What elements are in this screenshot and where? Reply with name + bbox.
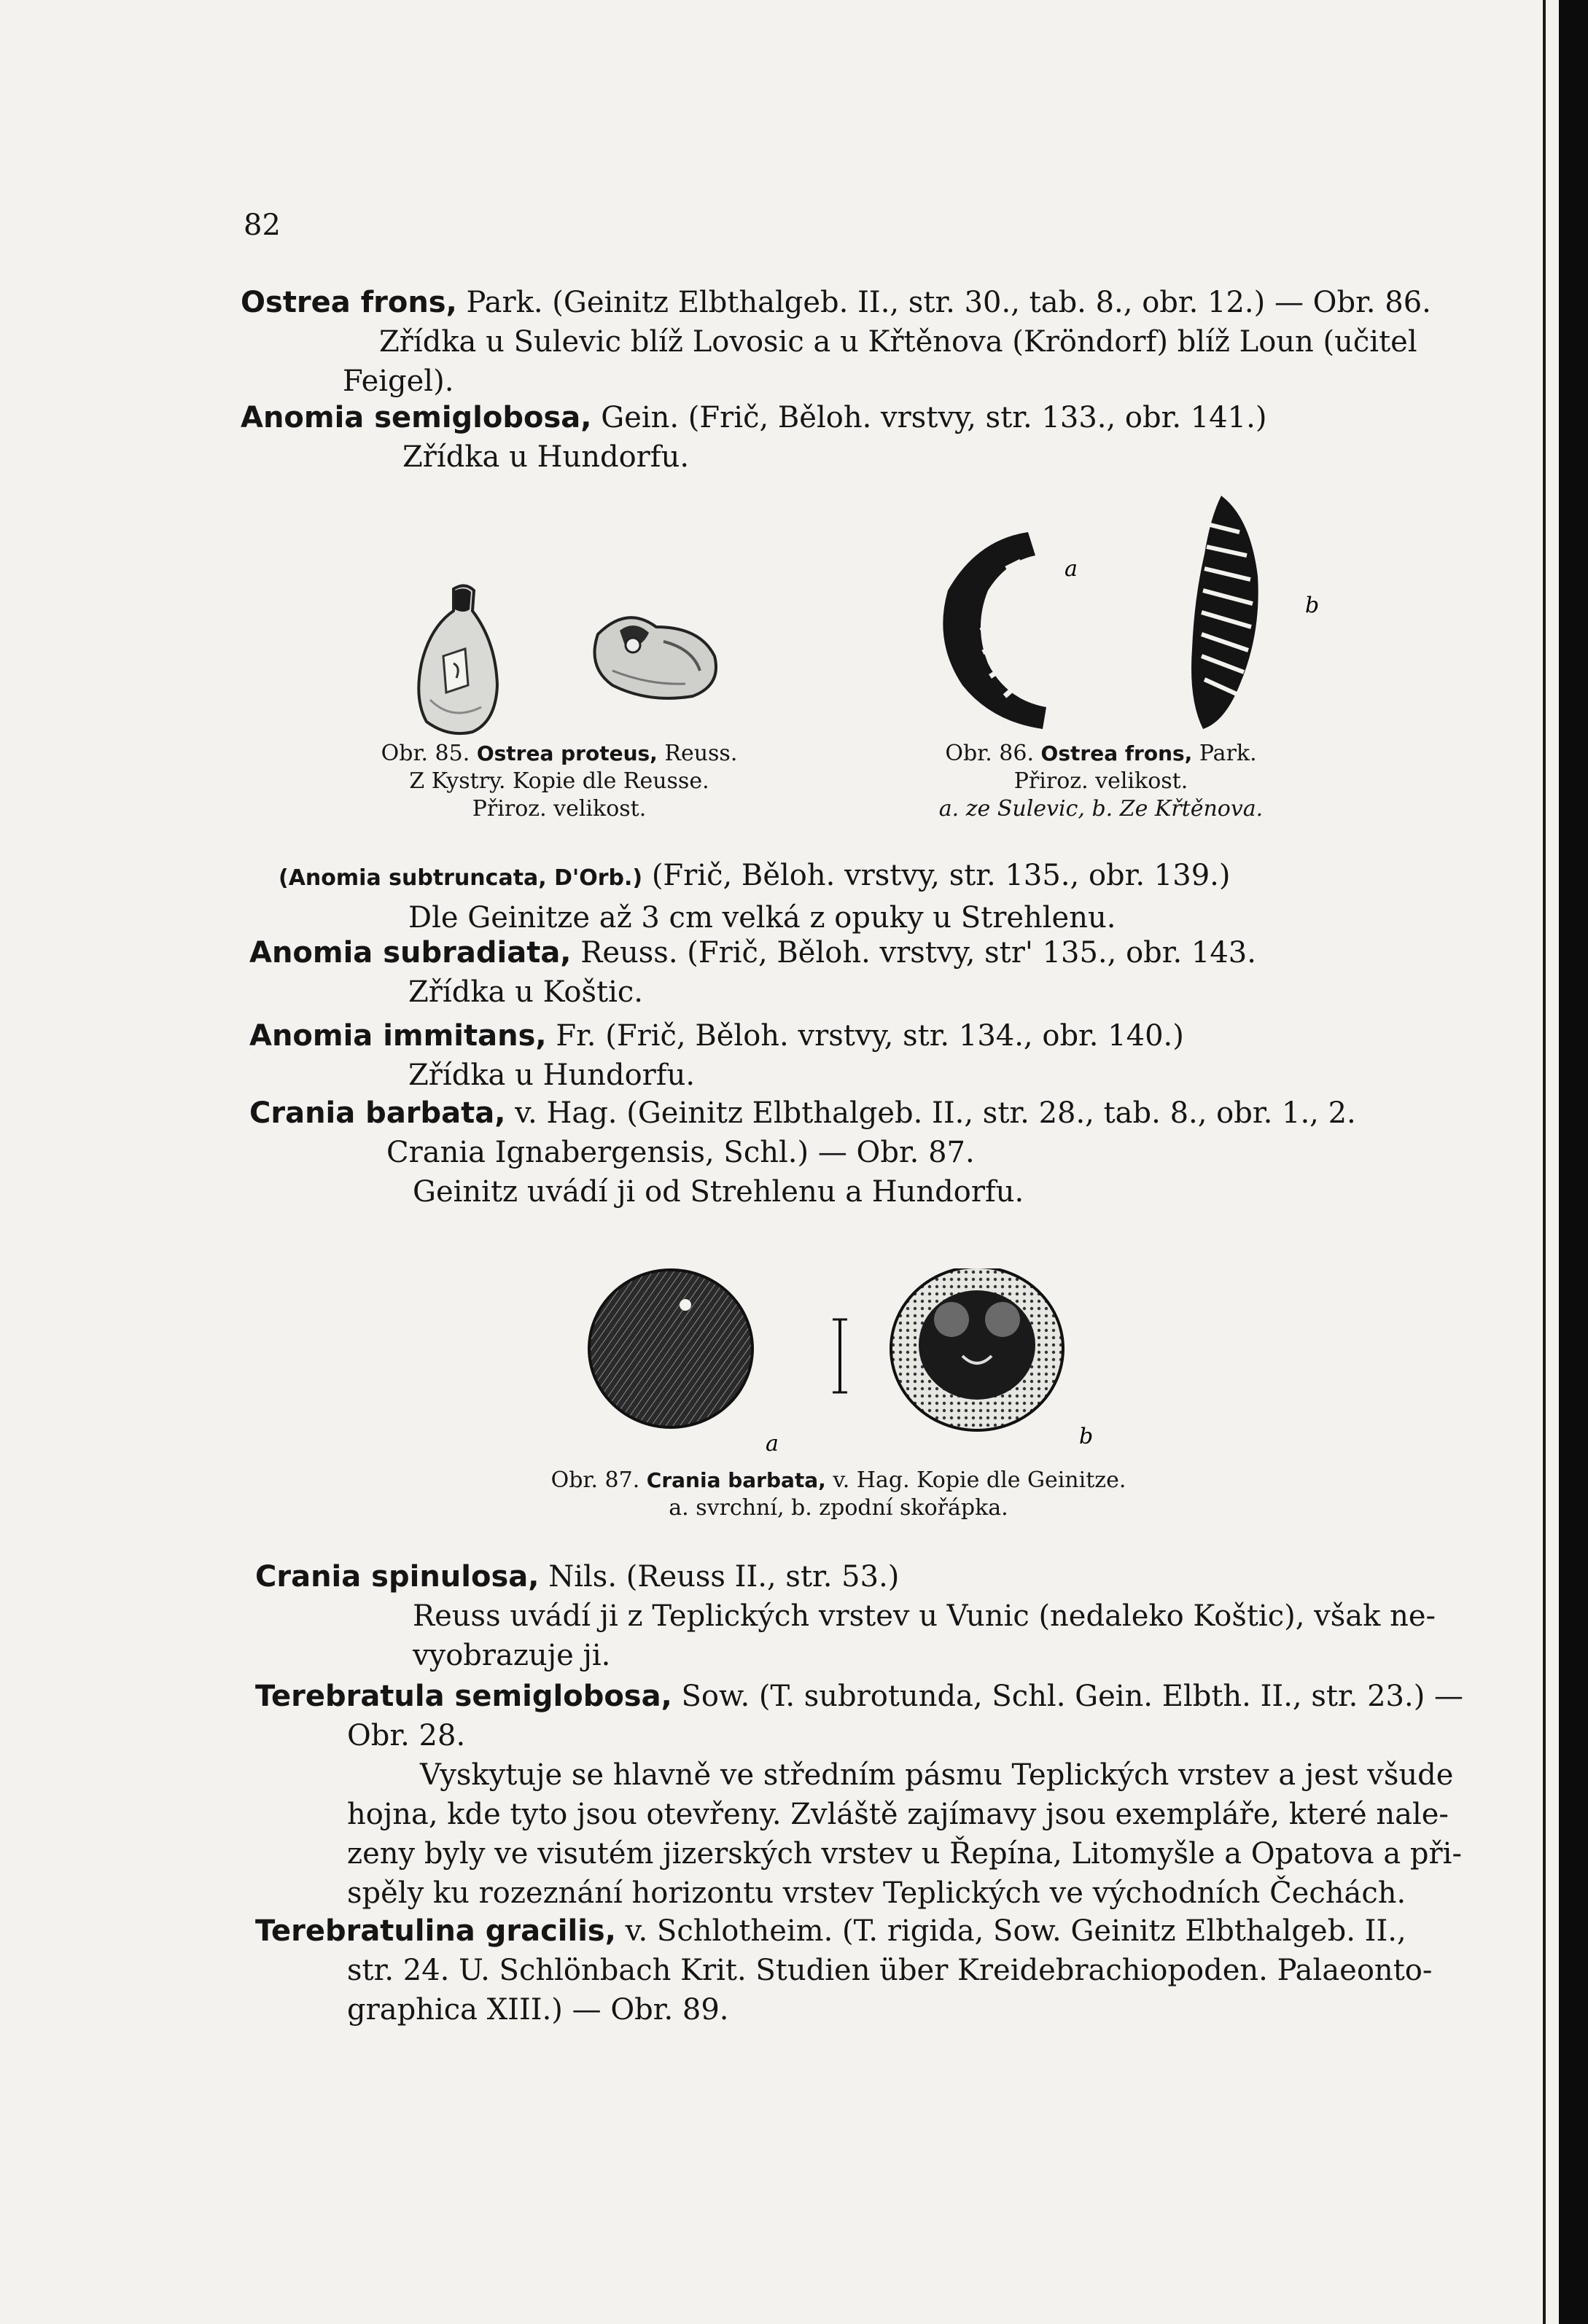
- fig85-caption-line: Z Kystry. Kopie dle Reusse.: [409, 768, 709, 794]
- species-name: Terebratula semiglobosa,: [255, 1680, 672, 1713]
- entry-text: Gein. (Frič, Běloh. vrstvy, str. 133., obr. 141.): [591, 401, 1267, 434]
- fig85-species: Ostrea proteus,: [476, 741, 658, 765]
- fig87-caption: [510, 1467, 1167, 1522]
- page-edge-shadow: [1559, 0, 1588, 2324]
- entry-text: v. Schlotheim. (T. rigida, Sow. Geinitz Elbthalgeb. II.,: [615, 1914, 1406, 1948]
- entry-anomia-semiglobosa: [241, 398, 1407, 477]
- entry-text: Dle Geinitze až 3 cm velká z opuky u Strehlenu.: [408, 901, 1116, 935]
- fig85-caption-line: Přiroz. velikost.: [472, 796, 647, 822]
- fig86-species: Ostrea frons,: [1040, 741, 1193, 765]
- entry-text: Zřídka u Hundorfu.: [408, 1058, 696, 1092]
- ostrea-frons-shell-a: [943, 532, 1046, 729]
- species-name: (Anomia subtruncata,: [279, 865, 547, 891]
- scale-bar: [833, 1319, 847, 1392]
- fig87-prefix: Obr. 87.: [550, 1467, 640, 1493]
- entry-text: Sow. (T. subrotunda, Schl. Gein. Elbth. II., str. 23.) —: [672, 1680, 1464, 1713]
- entry-text: str. 24. U. Schlönbach Krit. Studien über Kreidebrachiopoden. Palaeonto-: [347, 1954, 1433, 1987]
- fig86-label-a: a: [1064, 556, 1078, 582]
- entry-text: (Frič, Běloh. vrstvy, str. 135., obr. 139.): [642, 859, 1231, 892]
- species-name: Anomia immitans,: [249, 1019, 547, 1053]
- fig87-illustration: [583, 1268, 1108, 1458]
- species-name: Crania spinulosa,: [255, 1560, 540, 1594]
- entry-text: Fr. (Frič, Běloh. vrstvy, str. 134., obr. 140.): [546, 1019, 1184, 1053]
- fig87-caption-line: a. svrchní, b. zpodní skořápka.: [669, 1495, 1008, 1521]
- entry-text: Zřídka u Koštic.: [408, 975, 643, 1009]
- species-name: Anomia subradiata,: [249, 936, 572, 970]
- entry-text: Geinitz uvádí ji od Strehlenu a Hundorfu.: [413, 1175, 1024, 1209]
- entry-text: spěly ku rozeznání horizontu vrstev Teplických ve východních Čechách.: [347, 1876, 1406, 1910]
- entry-text: Zřídka u Hundorfu.: [402, 440, 690, 474]
- entry-text: Reuss. (Frič, Běloh. vrstvy, str' 135., obr. 143.: [571, 936, 1256, 970]
- species-name: Terebratulina gracilis,: [255, 1914, 616, 1948]
- entry-crania-spinulosa: [255, 1557, 1436, 1675]
- fig86-caption-line: a. ze Sulevic, b. Ze Křtěnova.: [938, 796, 1264, 822]
- fig85-prefix: Obr. 85.: [381, 741, 470, 766]
- fig87-author: v. Hag. Kopie dle Geinitze.: [825, 1467, 1126, 1493]
- species-author: D'Orb.): [546, 865, 643, 891]
- ostrea-proteus-shell-a: [419, 585, 497, 733]
- fig85-author: Reuss.: [657, 741, 738, 766]
- entry-text: graphica XIII.) — Obr. 89.: [347, 1993, 729, 2027]
- entry-terebratula-semiglobosa: [255, 1677, 1464, 1913]
- fig86-author: Park.: [1192, 741, 1257, 766]
- fig87-label-a: a: [766, 1431, 779, 1457]
- entry-anomia-subtruncata: [279, 856, 1416, 937]
- page-number: 82: [244, 208, 281, 242]
- fig85-illustration: [408, 576, 729, 744]
- species-name: Ostrea frons,: [241, 286, 457, 319]
- entry-text: zeny byly ve visutém jizerských vrstev u Řepína, Litomyšle a Opatova a při-: [347, 1837, 1462, 1871]
- fig85-caption: [359, 740, 760, 823]
- entry-terebratulina-gracilis: [255, 1911, 1433, 2029]
- crania-barbata-upper-valve: [589, 1270, 752, 1427]
- entry-text: Vyskytuje se hlavně ve středním pásmu Teplických vrstev a jest všude: [420, 1758, 1454, 1792]
- entry-text: hojna, kde tyto jsou otevřeny. Zvláště zajímavy jsou exempláře, které nale-: [347, 1798, 1449, 1831]
- entry-text: v. Hag. (Geinitz Elbthalgeb. II., str. 28., tab. 8., obr. 1., 2.: [505, 1096, 1356, 1130]
- entry-crania-barbata: [249, 1093, 1431, 1212]
- crania-barbata-lower-valve: [891, 1268, 1063, 1430]
- ostrea-proteus-shell-b: [595, 617, 717, 698]
- entry-anomia-immitans: [249, 1016, 1416, 1095]
- fig86-prefix: Obr. 86.: [945, 741, 1034, 766]
- entry-text: Reuss uvádí ji z Teplických vrstev u Vunic (nedaleko Koštic), však ne-: [413, 1599, 1436, 1633]
- entry-anomia-subradiata: [249, 933, 1416, 1012]
- entry-ostrea-frons: [241, 283, 1431, 401]
- fig86-illustration: [919, 488, 1327, 736]
- entry-text: Obr. 28.: [347, 1719, 466, 1752]
- entry-text: Crania Ignabergensis, Schl.) — Obr. 87.: [386, 1136, 975, 1169]
- entry-text: Nils. (Reuss II., str. 53.): [539, 1560, 900, 1594]
- fig86-caption: [919, 740, 1283, 823]
- entry-text: Park. (Geinitz Elbthalgeb. II., str. 30., tab. 8., obr. 12.) — Obr. 86.: [456, 286, 1431, 319]
- fig87-species: Crania barbata,: [646, 1468, 826, 1492]
- fig86-caption-line: Přiroz. velikost.: [1013, 768, 1188, 794]
- entry-text: Feigel).: [343, 364, 454, 398]
- species-name: Crania barbata,: [249, 1096, 506, 1130]
- ostrea-frons-shell-b: [1191, 496, 1258, 729]
- fig87-label-b: b: [1079, 1424, 1094, 1449]
- entry-text: vyobrazuje ji.: [413, 1639, 611, 1672]
- page-edge-line: [1543, 0, 1546, 2324]
- species-name: Anomia semiglobosa,: [241, 401, 592, 434]
- entry-text: Zřídka u Sulevic blíž Lovosic a u Křtěnova (Kröndorf) blíž Loun (učitel: [379, 325, 1417, 359]
- fig86-label-b: b: [1305, 593, 1320, 618]
